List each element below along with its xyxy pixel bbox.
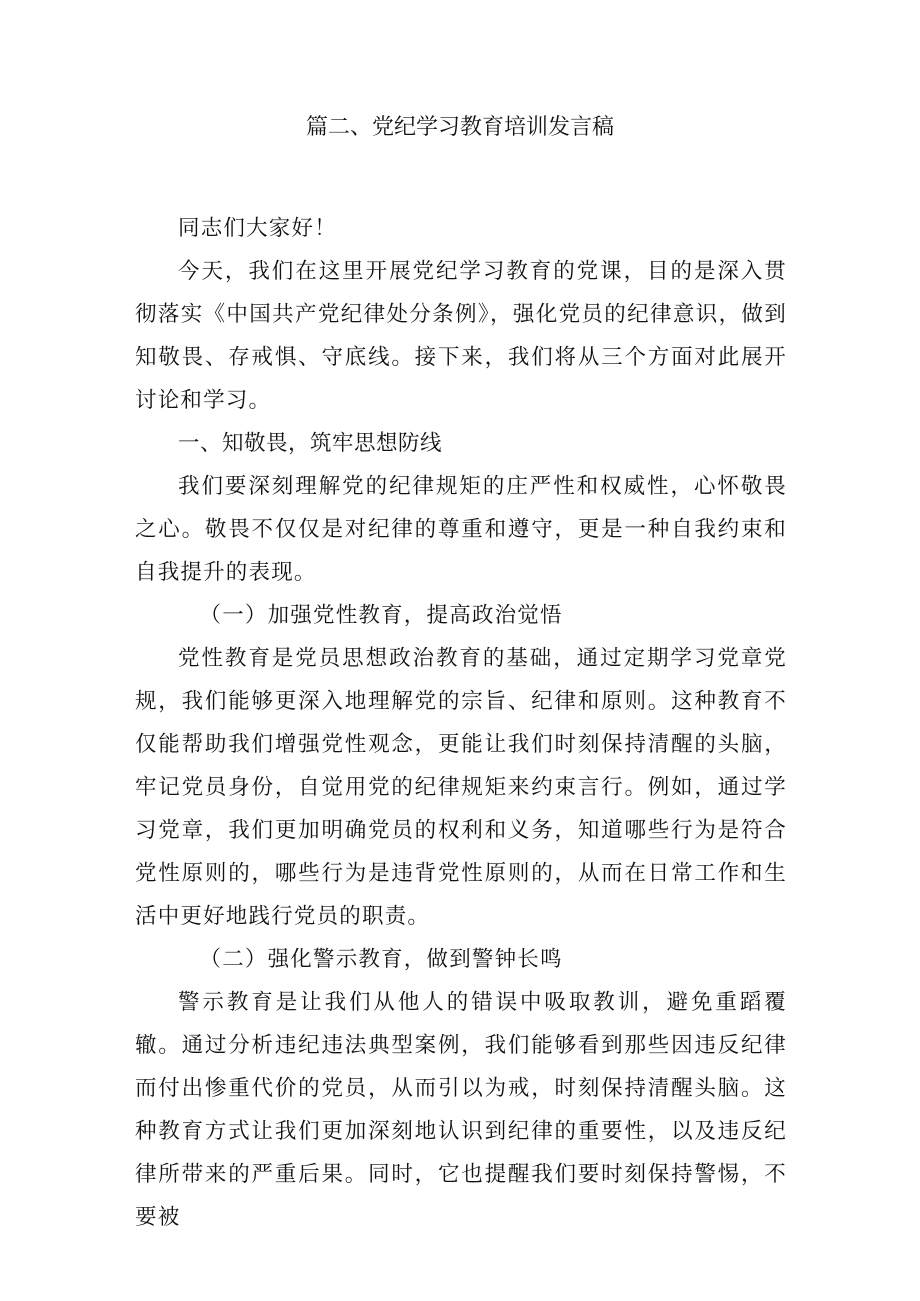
subsection-1-paragraph: 党性教育是党员思想政治教育的基础，通过定期学习党章党规，我们能够更深入地理解党的宗旨、纪律和原则。这种教育不仅能帮助我们增强党性观念，更能让我们时刻保持清醒的头脑，牢记党员身份，自觉用党的纪律规矩来约束言行。例如，通过学习党章，我们更加明确党员的权利和义务，知道哪些行为是符合党性原则的，哪些行为是违背党性原则的，从而在日常工作和生活中更好地践行党员的职责。 (135, 646, 787, 929)
section-1-paragraph: 我们要深刻理解党的纪律规矩的庄严性和权威性，心怀敬畏之心。敬畏不仅仅是对纪律的尊重和遵守，更是一种自我约束和自我提升的表现。 (135, 474, 787, 585)
document-body (135, 207, 787, 1239)
greeting-paragraph: 同志们大家好！ (178, 216, 337, 241)
subsection-1-heading: （一）加强党性教育，提高政治觉悟 (199, 603, 563, 628)
subsection-2-heading: （二）强化警示教育，做到警钟长鸣 (199, 947, 563, 972)
subsection-2-paragraph: 警示教育是让我们从他人的错误中吸取教训，避免重蹈覆辙。通过分析违纪违法典型案例，我们能够看到那些因违反纪律而付出惨重代价的党员，从而引以为戒，时刻保持清醒头脑。这种教育方式让我们更加深刻地认识到纪律的重要性，以及违反纪律所带来的严重后果。同时，它也提醒我们要时刻保持警惕，不要被 (135, 990, 787, 1230)
section-1-heading: 一、知敬畏，筑牢思想防线 (178, 431, 443, 456)
intro-paragraph: 今天，我们在这里开展党纪学习教育的党课，目的是深入贯彻落实《中国共产党纪律处分条例》，强化党员的纪律意识，做到知敬畏、存戒惧、守底线。接下来，我们将从三个方面对此展开讨论和学习。 (135, 259, 787, 413)
document-title: 篇二、党纪学习教育培训发言稿 (305, 115, 614, 140)
